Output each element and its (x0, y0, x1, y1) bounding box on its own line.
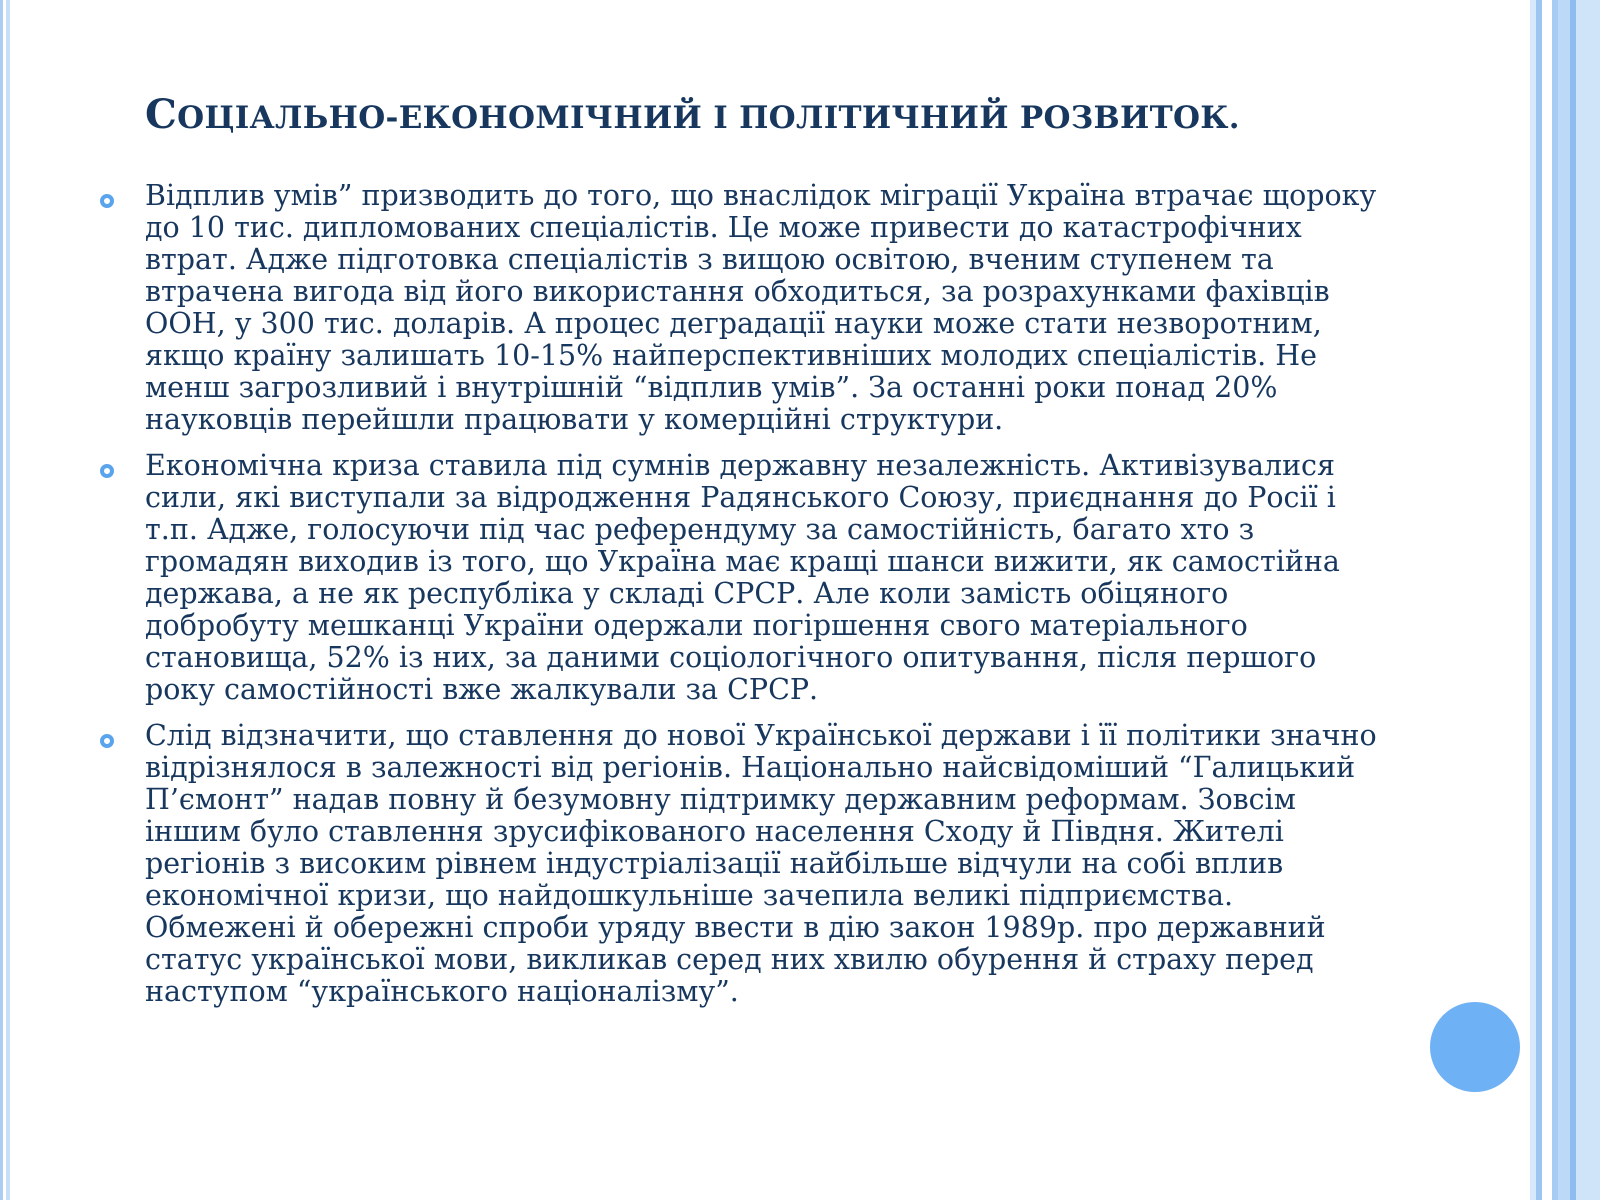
title-rest: ОЦІАЛЬНО-ЕКОНОМІЧНИЙ І ПОЛІТИЧНИЙ РОЗВИТОК. (177, 99, 1240, 136)
bullet-item (100, 720, 1380, 1008)
bullet-circle-icon (100, 194, 114, 208)
bullet-circle-icon (100, 464, 114, 478)
decorative-circle (1427, 999, 1523, 1095)
bullet-item (100, 450, 1380, 706)
stripe (1558, 0, 1570, 1200)
bullet-list (100, 180, 1380, 1022)
slide-title (145, 91, 1445, 138)
bullet-circle-icon (100, 734, 114, 748)
right-stripes-decoration (1530, 0, 1600, 1200)
bullet-text: Економічна криза ставила під сумнів державну незалежність. Активізувалися сили, які виступали за відродження Радянського Союзу, приєднання до Росії і т.п. Адже, голосуючи під час референдуму за самостійність, багато хто з громадян виходив із того, що Україна має кращі шанси вижити, як самостійна держава, а не як республіка у складі СРСР. Але коли замість обіцяного добробуту мешканці України одержали погіршення свого матеріального становища, 52% із них, за даними соціологічного опитування, після першого року самостійності вже жалкували за СРСР. (145, 449, 1340, 706)
bullet-item (100, 180, 1380, 436)
bullet-text: Відплив умів” призводить до того, що внаслідок міграції Україна втрачає щороку до 10 тис. дипломованих спеціалістів. Це може привести до катастрофічних втрат. Адже підготовка спеціалістів з вищою освітою, вченим ступенем та втрачена вигода від його використання обходиться, за розрахунками фахівців ООН, у 300 тис. доларів. А процес деградації науки може стати незворотним, якщо країну залишать 10-15% найперспективніших молодих спеціалістів. Не менш загрозливий і внутрішній “відплив умів”. За останні роки понад 20% науковців перейшли працювати у комерційні структури. (145, 179, 1377, 436)
left-border-decoration (0, 0, 10, 1200)
bullet-text: Слід відзначити, що ставлення до нової Української держави і її політики значно відрізнялося в залежності від регіонів. Національно найсвідоміший “Галицький П’ємонт” надав повну й безумовну підтримку державним реформам. Зовсім іншим було ставлення зрусифікованого населення Сходу й Півдня. Жителі регіонів з високим рівнем індустріалізації найбільше відчули на собі вплив економічної кризи, що найдошкульніше зачепила великі підприємства. Обмежені й обережні спроби уряду ввести в дію закон 1989р. про державний статус української мови, викликав серед них хвилю обурення й страху перед наступом “українського націоналізму”. (145, 719, 1377, 1008)
stripe (1576, 0, 1600, 1200)
stripe (1542, 0, 1552, 1200)
title-first-letter: С (145, 90, 178, 138)
